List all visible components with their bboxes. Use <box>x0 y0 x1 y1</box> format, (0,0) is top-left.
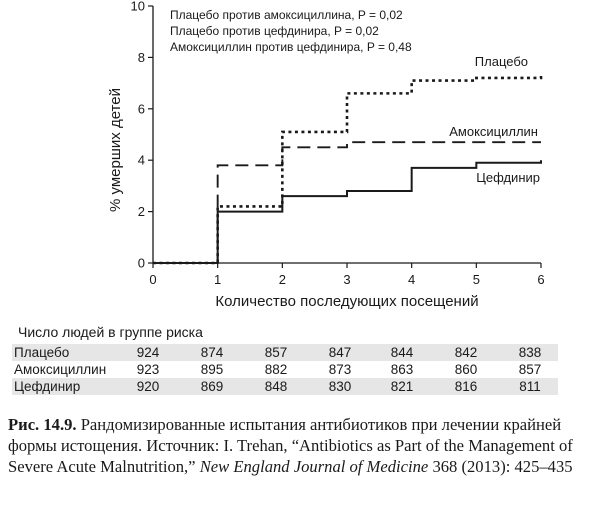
y-axis-title: % умерших детей <box>107 88 124 212</box>
series-label-cefdinir: Цефдинир <box>476 170 540 185</box>
risk-cell: 924 <box>136 345 160 360</box>
risk-row-name: Амоксициллин <box>14 362 107 377</box>
risk-cell: 920 <box>136 379 160 394</box>
y-tick-label: 10 <box>130 0 145 14</box>
figure-caption <box>8 414 598 477</box>
annotation-amoxicillin-vs-cefdinir: Амоксициллин против цефдинира, P = 0,48 <box>170 40 412 54</box>
risk-cell: 838 <box>518 345 542 360</box>
risk-cell: 844 <box>390 345 414 360</box>
risk-row-name: Плацебо <box>14 345 70 360</box>
risk-cell: 895 <box>200 362 224 377</box>
x-tick-label: 5 <box>472 272 480 287</box>
risk-row <box>12 361 558 378</box>
risk-cell: 848 <box>264 379 288 394</box>
x-tick-label: 3 <box>343 272 351 287</box>
y-tick-label: 0 <box>137 255 145 271</box>
risk-row <box>12 344 558 361</box>
x-tick-label: 4 <box>408 272 416 287</box>
caption-journal: New England Journal of Medicine <box>199 457 429 476</box>
series-label-placebo: Плацебо <box>474 54 528 69</box>
series-line-placebo <box>153 73 541 263</box>
y-tick-label: 2 <box>137 204 145 220</box>
risk-cell: 860 <box>454 362 478 377</box>
x-tick-label: 1 <box>214 272 222 287</box>
x-tick-label: 2 <box>278 272 286 287</box>
risk-table-title: Число людей в группе риска <box>18 324 203 340</box>
risk-cell: 873 <box>328 362 352 377</box>
risk-cell: 874 <box>200 345 224 360</box>
risk-cell: 857 <box>518 362 542 377</box>
series-group <box>153 73 541 263</box>
annotation-placebo-vs-amoxicillin: Плацебо против амоксициллина, P = 0,02 <box>170 8 403 22</box>
risk-cell: 923 <box>136 362 160 377</box>
annotation-placebo-vs-cefdinir: Плацебо против цефдинира, P = 0,02 <box>170 24 379 38</box>
y-tick-label: 6 <box>137 101 145 117</box>
y-tick-label: 8 <box>137 49 145 65</box>
risk-cell: 821 <box>390 379 414 394</box>
risk-row-name: Цефдинир <box>14 379 81 394</box>
caption-pages: 368 (2013): 425–435 <box>428 457 573 476</box>
risk-cell: 869 <box>200 379 224 394</box>
risk-cell: 811 <box>519 379 541 394</box>
risk-cell: 847 <box>328 345 352 360</box>
x-tick-label: 6 <box>537 272 545 287</box>
risk-cell: 842 <box>454 345 478 360</box>
caption-label: Рис. 14.9. <box>8 415 77 434</box>
risk-row <box>12 378 558 395</box>
x-axis-title: Количество последующих посещений <box>215 293 479 310</box>
y-tick-label: 4 <box>137 152 145 168</box>
risk-cell: 857 <box>264 345 288 360</box>
risk-cell: 863 <box>390 362 414 377</box>
risk-cell: 882 <box>264 362 288 377</box>
risk-cell: 816 <box>454 379 478 394</box>
x-tick-label: 0 <box>149 272 157 287</box>
series-label-amoxicillin: Амоксициллин <box>449 124 538 139</box>
series-line-amoxicillin <box>153 142 541 263</box>
risk-cell: 830 <box>328 379 352 394</box>
caption-text: Рандомизированные испытания антибиотиков при лечении крайней формы истощения. Источник: I. Trehan, “Antibiotics as Part of the Management of Severe Acute Malnutrition,” <box>8 415 573 476</box>
